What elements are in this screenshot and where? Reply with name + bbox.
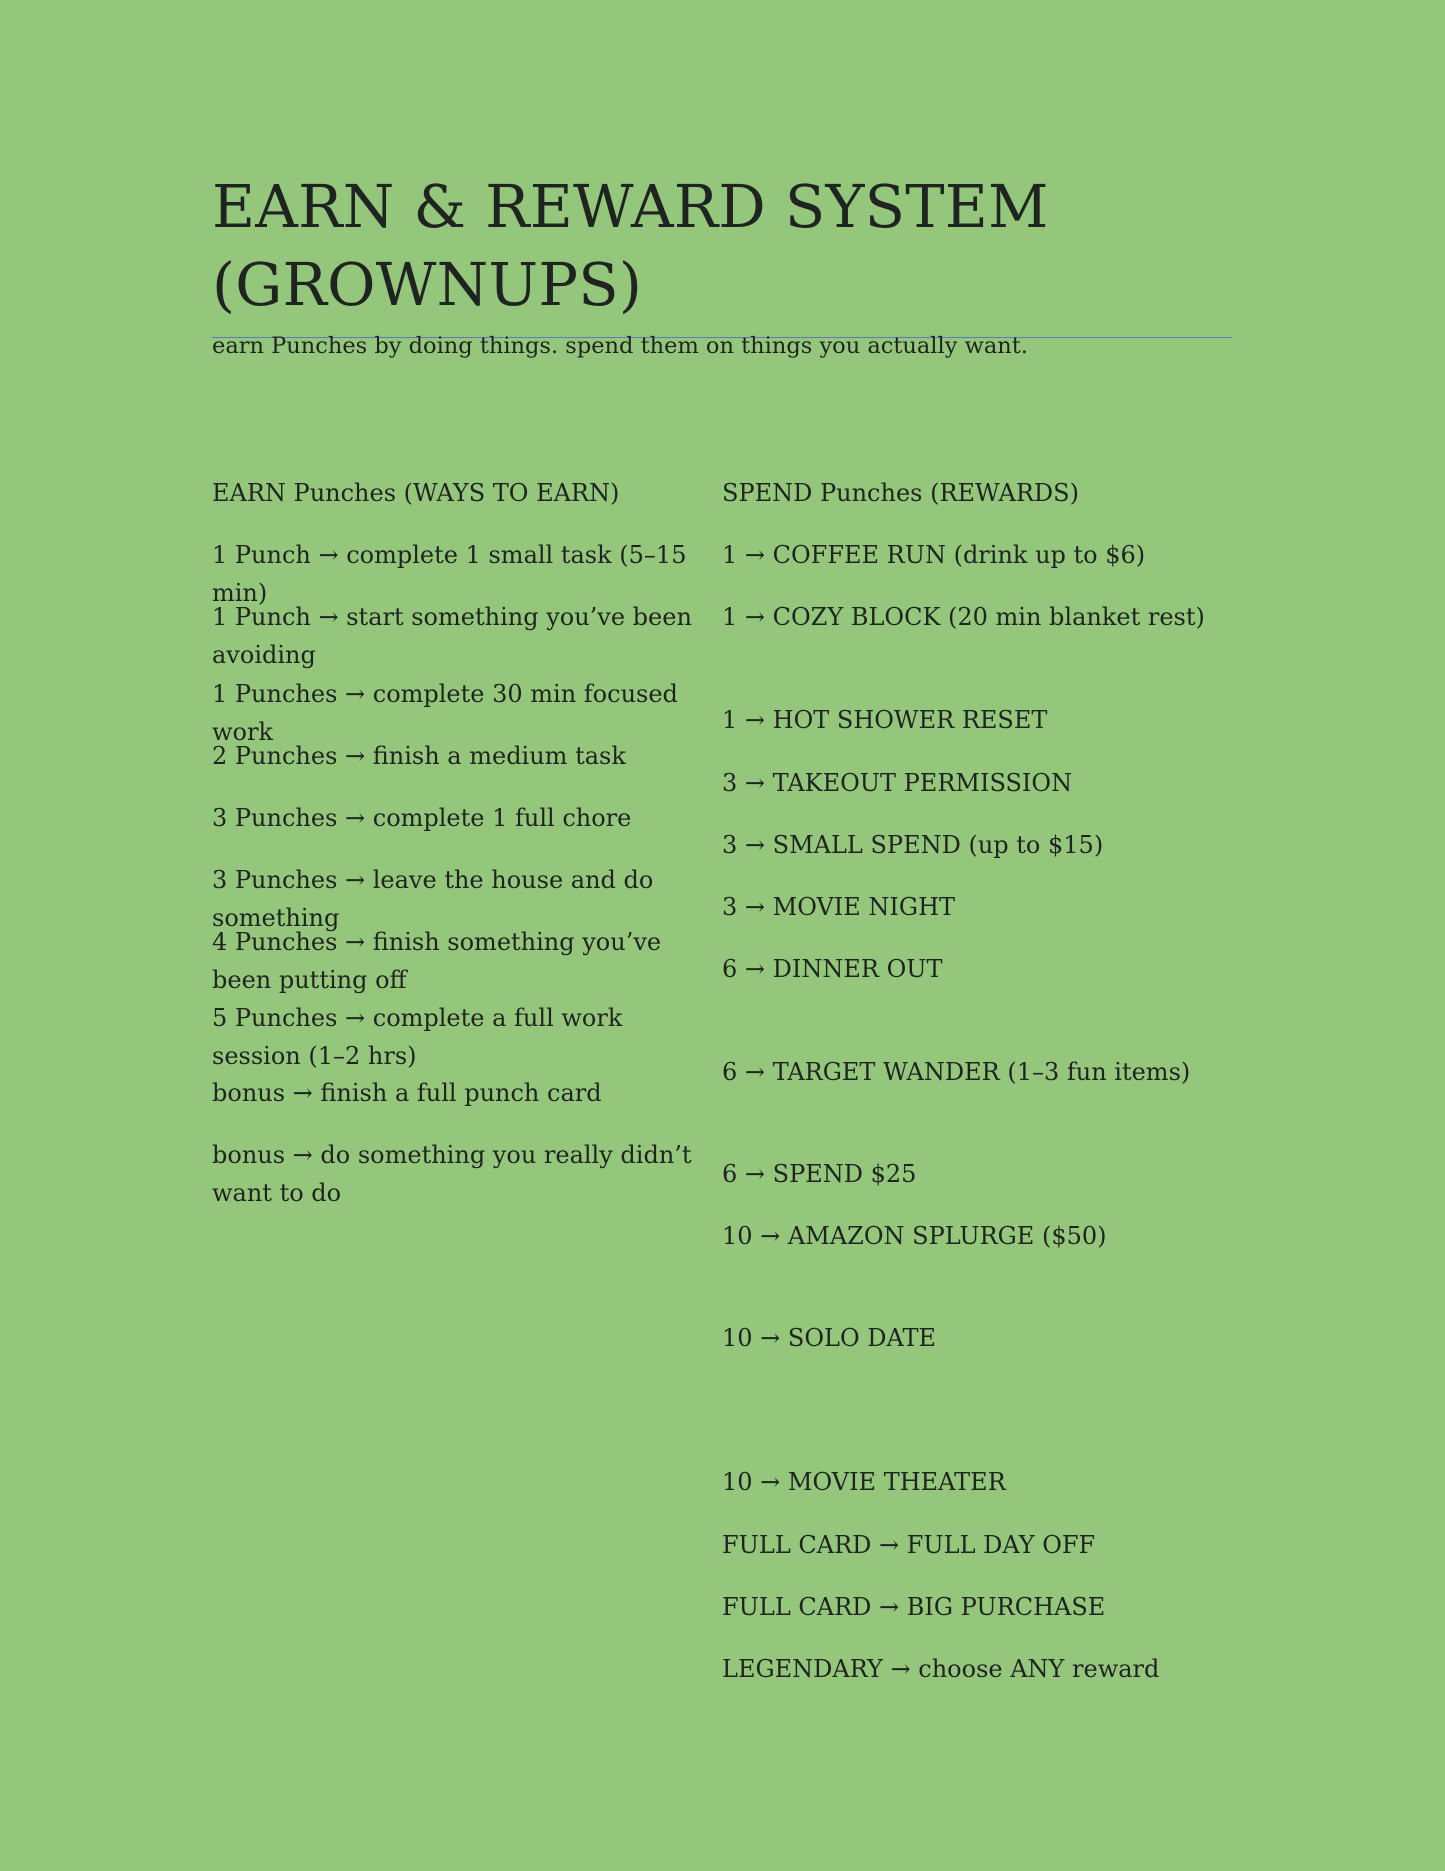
spend-item: 3 → MOVIE NIGHT [722,893,956,921]
spend-heading: SPEND Punches (REWARDS) [722,479,1079,507]
earn-item: bonus → finish a full punch card [212,1079,602,1107]
earn-item: 3 Punches → leave the house and do something [212,866,654,932]
document-title: EARN & REWARD SYSTEM (GROWNUPS) [212,172,1049,319]
spend-item: 10 → MOVIE THEATER [722,1468,1006,1496]
document-subtitle: earn Punches by doing things. spend them on things you actually want. [212,333,1028,359]
spend-item: LEGENDARY → choose ANY reward [722,1655,1160,1683]
earn-item: 2 Punches → finish a medium task [212,742,626,770]
earn-item: bonus → do something you really didn’t want to do [212,1141,692,1207]
spend-item: FULL CARD → FULL DAY OFF [722,1531,1096,1559]
earn-item: 4 Punches → finish something you’ve been putting off [212,928,662,994]
spend-item: 1 → COZY BLOCK (20 min blanket rest) [722,603,1205,631]
earn-heading: EARN Punches (WAYS TO EARN) [212,479,620,507]
earn-item: 3 Punches → complete 1 full chore [212,804,632,832]
spend-item: 3 → TAKEOUT PERMISSION [722,769,1073,797]
spend-item: 1 → HOT SHOWER RESET [722,706,1048,734]
earn-item: 1 Punch → complete 1 small task (5–15 min) [212,541,687,607]
spend-item: 3 → SMALL SPEND (up to $15) [722,831,1104,859]
spend-item: 6 → TARGET WANDER (1–3 fun items) [722,1058,1191,1086]
spend-item: FULL CARD → BIG PURCHASE [722,1593,1106,1621]
earn-item: 5 Punches → complete a full work session (1–2 hrs) [212,1004,623,1070]
earn-item: 1 Punches → complete 30 min focused work [212,680,678,746]
spend-item: 1 → COFFEE RUN (drink up to $6) [722,541,1146,569]
spend-item: 10 → AMAZON SPLURGE ($50) [722,1222,1107,1250]
spend-item: 6 → SPEND $25 [722,1160,917,1188]
earn-item: 1 Punch → start something you’ve been avoiding [212,603,692,669]
spend-item: 6 → DINNER OUT [722,955,943,983]
spend-item: 10 → SOLO DATE [722,1324,937,1352]
